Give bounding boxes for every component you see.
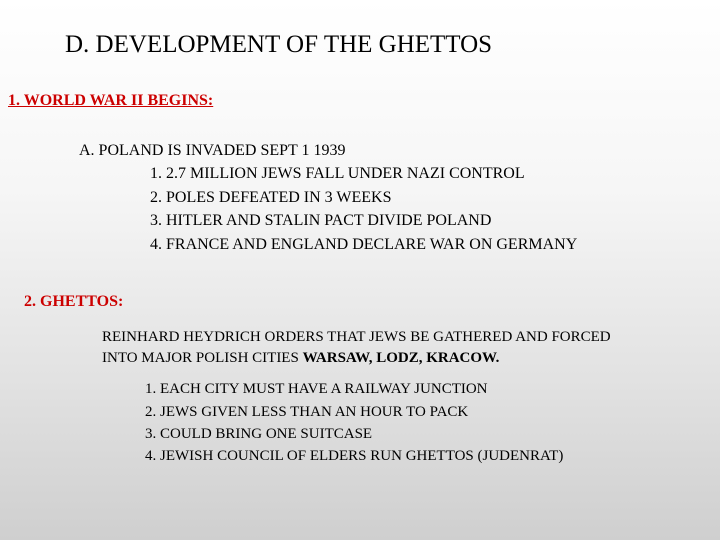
section-2-paragraph-line-1: REINHARD HEYDRICH ORDERS THAT JEWS BE GATHERED AND FORCED xyxy=(102,329,611,345)
slide-title: D. DEVELOPMENT OF THE GHETTOS xyxy=(65,31,493,58)
section-1-subheading: A. POLAND IS INVADED SEPT 1 1939 xyxy=(79,142,346,159)
section-1-item: 1. 2.7 MILLION JEWS FALL UNDER NAZI CONTROL xyxy=(150,165,525,182)
section-1-item: 2. POLES DEFEATED IN 3 WEEKS xyxy=(150,189,392,206)
section-2-item: 1. EACH CITY MUST HAVE A RAILWAY JUNCTION xyxy=(145,381,488,397)
section-2-cities: WARSAW, LODZ, KRACOW. xyxy=(302,350,500,366)
section-2-heading: 2. GHETTOS: xyxy=(24,293,124,310)
section-1-item: 3. HITLER AND STALIN PACT DIVIDE POLAND xyxy=(150,212,492,229)
section-2-item: 3. COULD BRING ONE SUITCASE xyxy=(145,426,373,442)
section-1-item: 4. FRANCE AND ENGLAND DECLARE WAR ON GERMANY xyxy=(150,236,578,253)
section-2-paragraph-prefix: INTO MAJOR POLISH CITIES xyxy=(102,350,303,366)
section-2-paragraph-line-2 xyxy=(102,348,499,368)
section-1-heading: 1. WORLD WAR II BEGINS: xyxy=(8,92,214,109)
section-2-item: 4. JEWISH COUNCIL OF ELDERS RUN GHETTOS (JUDENRAT) xyxy=(145,448,564,464)
section-2-item: 2. JEWS GIVEN LESS THAN AN HOUR TO PACK xyxy=(145,404,469,420)
